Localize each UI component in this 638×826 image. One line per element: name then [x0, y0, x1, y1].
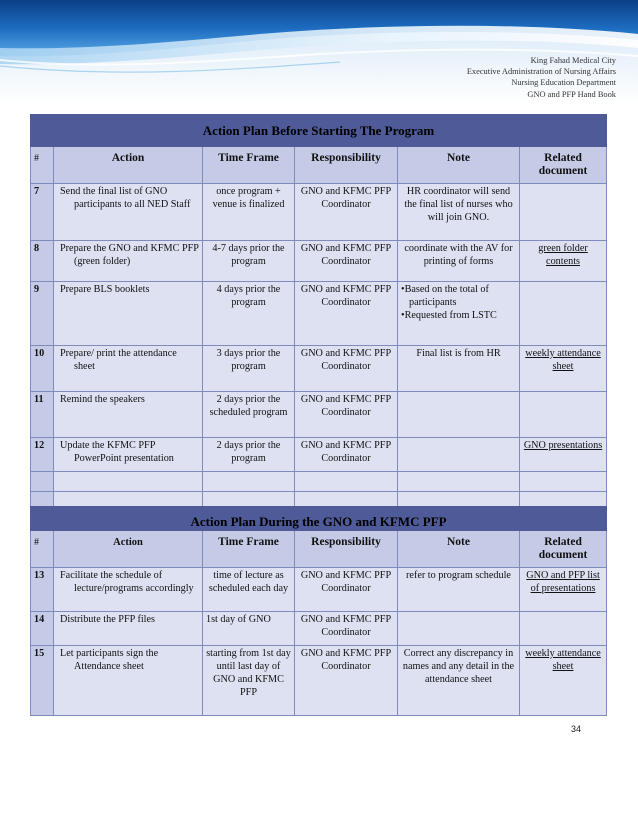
row-number: 9: [31, 282, 54, 346]
row-related-document: [520, 282, 607, 346]
table-row: [31, 184, 607, 241]
row-responsibility: GNO and KFMC PFP Coordinator: [295, 568, 398, 612]
row-note: [398, 282, 520, 346]
col-header-note: Note: [398, 531, 520, 568]
row-action: [54, 438, 203, 472]
title-band: [31, 140, 607, 147]
header-text: [467, 55, 616, 100]
row-time-frame: 4-7 days prior the program: [203, 241, 295, 282]
row-responsibility: GNO and KFMC PFP Coordinator: [295, 438, 398, 472]
row-time-frame: starting from 1st day until last day of GNO and KFMC PFP: [203, 646, 295, 716]
row-action: [54, 282, 203, 346]
col-header-action: Action: [54, 531, 203, 568]
related-document-link[interactable]: GNO presentations: [523, 440, 603, 451]
row-related-document: [520, 612, 607, 646]
col-header-action: Action: [54, 147, 203, 184]
table-row: [31, 568, 607, 612]
col-header-responsibility: Responsibility: [295, 147, 398, 184]
col-header-related-document: Related document: [520, 531, 607, 568]
row-note: Final list is from HR: [398, 346, 520, 392]
row-action-text: Prepare the GNO and KFMC PFP (green folder): [60, 243, 199, 267]
row-note: coordinate with the AV for printing of forms: [398, 241, 520, 282]
row-number: 15: [31, 646, 54, 716]
row-number: 10: [31, 346, 54, 392]
row-note: refer to program schedule: [398, 568, 520, 612]
row-responsibility: GNO and KFMC PFP Coordinator: [295, 282, 398, 346]
row-time-frame: 4 days prior the program: [203, 282, 295, 346]
row-responsibility: GNO and KFMC PFP Coordinator: [295, 241, 398, 282]
header-line-book: GNO and PFP Hand Book: [527, 89, 616, 99]
section-title: Action Plan During the GNO and KFMC PFP: [31, 507, 607, 531]
row-action-text: Let participants sign the Attendance sheet: [60, 648, 159, 672]
table-row: [31, 241, 607, 282]
table-row: [31, 282, 607, 346]
row-action-text: Remind the speakers: [60, 394, 145, 405]
header-line-dept: Nursing Education Department: [511, 78, 616, 88]
row-note: [398, 438, 520, 472]
section-title: Action Plan Before Starting The Program: [31, 115, 607, 140]
row-responsibility: GNO and KFMC PFP Coordinator: [295, 646, 398, 716]
related-document-link[interactable]: weekly attendance sheet: [525, 348, 601, 372]
related-document-link[interactable]: green folder contents: [538, 243, 588, 267]
row-time-frame: 1st day of GNO: [203, 612, 295, 646]
table-row: [31, 612, 607, 646]
row-related-document[interactable]: [520, 241, 607, 282]
row-action: [54, 241, 203, 282]
row-time-frame: 2 days prior the scheduled program: [203, 392, 295, 438]
row-responsibility: GNO and KFMC PFP Coordinator: [295, 184, 398, 241]
row-responsibility: GNO and KFMC PFP Coordinator: [295, 392, 398, 438]
row-time-frame: once program + venue is finalized: [203, 184, 295, 241]
col-header-number: #: [31, 531, 54, 568]
row-action: [54, 184, 203, 241]
row-related-document: [520, 392, 607, 438]
table-row: [31, 392, 607, 438]
related-document-link[interactable]: GNO and PFP list of presentations: [526, 570, 600, 594]
related-document-link[interactable]: weekly attendance sheet: [525, 648, 601, 672]
row-action: [54, 346, 203, 392]
col-header-responsibility: Responsibility: [295, 531, 398, 568]
row-action-text: Prepare BLS booklets: [60, 284, 150, 295]
empty-row: [31, 472, 607, 492]
row-number: 14: [31, 612, 54, 646]
col-header-time-frame: Time Frame: [203, 147, 295, 184]
note-bullet: •Requested from LSTC: [401, 310, 497, 321]
table-row: [31, 346, 607, 392]
col-header-note: Note: [398, 147, 520, 184]
row-number: 12: [31, 438, 54, 472]
row-number: 8: [31, 241, 54, 282]
page-number: 34: [571, 724, 582, 734]
row-action-text: Send the final list of GNO participants to all NED Staff: [60, 186, 191, 210]
row-related-document[interactable]: [520, 646, 607, 716]
row-action: [54, 568, 203, 612]
col-header-related-document: Related document: [520, 147, 607, 184]
row-number: 11: [31, 392, 54, 438]
row-time-frame: 2 days prior the program: [203, 438, 295, 472]
row-action: [54, 612, 203, 646]
table-row: [31, 646, 607, 716]
note-bullet: •Based on the total of participants: [401, 284, 489, 308]
table-row: [31, 438, 607, 472]
row-action-text: Update the KFMC PFP PowerPoint presentation: [60, 440, 174, 464]
row-action-text: Facilitate the schedule of lecture/programs accordingly: [60, 570, 194, 594]
row-note: HR coordinator will send the final list of nurses who will join GNO.: [398, 184, 520, 241]
row-responsibility: GNO and KFMC PFP Coordinator: [295, 612, 398, 646]
col-header-number: #: [31, 147, 54, 184]
row-related-document: [520, 184, 607, 241]
row-note: [398, 612, 520, 646]
row-related-document[interactable]: [520, 346, 607, 392]
row-time-frame: time of lecture as scheduled each day: [203, 568, 295, 612]
row-action: [54, 392, 203, 438]
row-related-document[interactable]: [520, 438, 607, 472]
col-header-time-frame: Time Frame: [203, 531, 295, 568]
header-line-admin: Executive Administration of Nursing Affairs: [466, 67, 616, 77]
row-action-text: Distribute the PFP files: [60, 614, 155, 625]
row-related-document[interactable]: [520, 568, 607, 612]
action-plan-during-table: [30, 506, 607, 716]
row-time-frame: 3 days prior the program: [203, 346, 295, 392]
row-responsibility: GNO and KFMC PFP Coordinator: [295, 346, 398, 392]
row-action: [54, 646, 203, 716]
action-plan-before-table: [30, 114, 607, 509]
row-number: 13: [31, 568, 54, 612]
row-note: Correct any discrepancy in names and any detail in the attendance sheet: [398, 646, 520, 716]
row-note: [398, 392, 520, 438]
header-line-org: King Fahad Medical City: [530, 56, 616, 65]
row-action-text: Prepare/ print the attendance sheet: [60, 348, 177, 372]
row-number: 7: [31, 184, 54, 241]
note-bullet-list: [401, 283, 516, 322]
